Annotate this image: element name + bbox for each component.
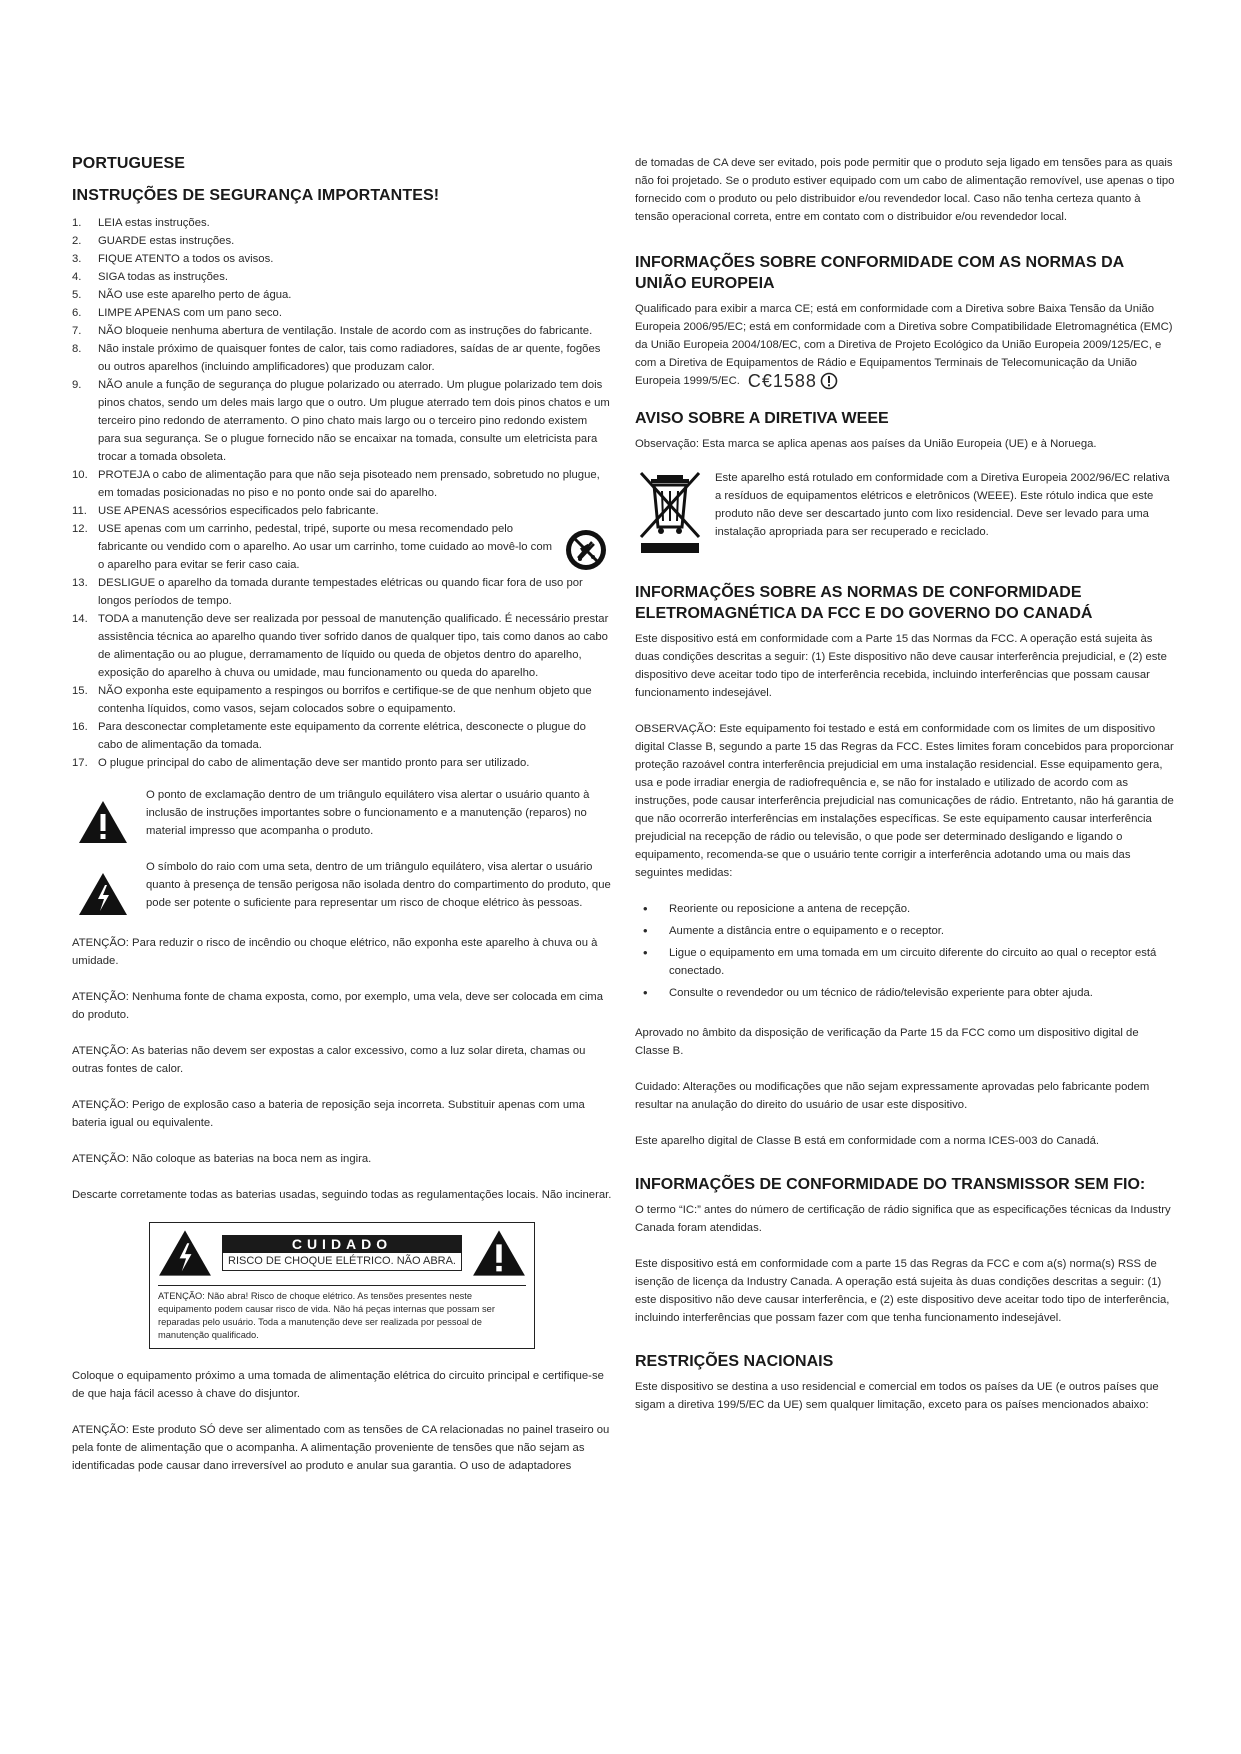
wireless-heading: INFORMAÇÕES DE CONFORMIDADE DO TRANSMISSOR SEM FIO: <box>635 1176 1146 1194</box>
measures-list <box>635 900 1175 1002</box>
ices-text: Este aparelho digital de Classe B está em conformidade com a norma ICES-003 do Canadá. <box>635 1135 1100 1148</box>
list-item: • Ligue o equipamento em uma tomada em um circuito diferente do circuito ao qual o receptor está conectado. <box>635 944 1175 980</box>
fcc-text: Este dispositivo está em conformidade com a Parte 15 das Normas da FCC. A operação está sujeita às duas condições descritas a seguir: (1) Este dispositivo não deve causar interferência prejudicial, e (2) este dispositivo deve aceitar todo tipo de interferência recebida, incluindo interferências que possam causar funcionamento indesejável. <box>635 633 1167 700</box>
disposal-text: Descarte corretamente todas as baterias usadas, seguindo todas as regulamentações locais. Não incinerar. <box>72 1189 612 1201</box>
instruction-item: 10. PROTEJA o cabo de alimentação para que não seja pisoteado nem prensado, sobretudo no plugue, em tomadas posicionadas no piso e no ponto onde sai do aparelho. <box>72 469 600 499</box>
national-heading: RESTRIÇÕES NACIONAIS <box>635 1353 834 1371</box>
exclamation-text: O ponto de exclamação dentro de um triângulo equilátero visa alertar o usuário quanto à inclusão de instruções importantes sobre o funcionamento e a manutenção (reparos) no material impresso que acompanha o produto. <box>146 789 590 837</box>
instruction-item: 17. O plugue principal do cabo de alimentação deve ser mantido pronto para ser utilizado. <box>72 757 530 769</box>
language-heading: PORTUGUESE <box>72 155 186 172</box>
ic-text: O termo “IC:” antes do número de certificação de rádio significa que as especificações técnicas da Industry Canada foram atendidas. <box>635 1204 1171 1235</box>
list-item: • Aumente a distância entre o equipamento e o receptor. <box>635 922 1175 940</box>
lightning-triangle-icon <box>78 872 128 916</box>
caution-title: CUIDADO <box>222 1235 462 1253</box>
instruction-item: 9. NÃO anule a função de segurança do plugue polarizado ou aterrado. Um plugue polarizado tem dois pinos chatos, sendo um deles mais largo que o outro. Um plugue aterrado tem dois pinos chatos e um terceiro pino redondo de aterramento. O pino chato mais largo ou o terceiro pino redondo existem para sua segurança. Se o plugue fornecido não se encaixar na tomada, consulte um eletricista para trocar a tomada obsoleta. <box>72 379 610 463</box>
instruction-item: 11. USE APENAS acessórios especificados pelo fabricante. <box>72 505 379 517</box>
cart-tip-over-icon <box>564 528 608 572</box>
weee-heading: AVISO SOBRE A DIRETIVA WEEE <box>635 410 889 428</box>
placement-text: Coloque o equipamento próximo a uma tomada de alimentação elétrica do circuito principal e certifique-se de que haja fácil acesso à chave do disjuntor. <box>72 1370 604 1400</box>
caution-text: Cuidado: Alterações ou modificações que não sejam expressamente aprovadas pelo fabricante podem resultar na anulação do direito do usuário de usar este dispositivo. <box>635 1081 1150 1112</box>
caution-label-box <box>149 1222 535 1349</box>
caution-subtitle: RISCO DE CHOQUE ELÉTRICO. NÃO ABRA. <box>222 1253 462 1271</box>
warning-paragraph: ATENÇÃO: Nenhuma fonte de chama exposta, como, por exemplo, uma vela, deve ser colocada em cima do produto. <box>72 991 603 1021</box>
lightning-notice <box>72 858 612 916</box>
warning-paragraph: ATENÇÃO: Não coloque as baterias na boca nem as ingira. <box>72 1153 372 1165</box>
lightning-text: O símbolo do raio com uma seta, dentro de um triângulo equilátero, visa alertar o usuário quanto à presença de tensão perigosa não isolada dentro do compartimento do produto, que pode ser potente o suficiente para representar um risco de choque elétrico às pessoas. <box>146 861 611 909</box>
exclamation-notice <box>72 786 612 844</box>
instruction-item: 3. FIQUE ATENTO a todos os avisos. <box>72 253 274 265</box>
rss-text: Este dispositivo está em conformidade com a parte 15 das Regras da FCC e com a(s) norma(s) RSS de isenção de licença da Industry Canada. A operação está sujeita às duas condições descritas a seguir: (1) este dispositivo não deve causar interferência, e (2) este dispositivo deve aceitar todo tipo de interferência, incluindo interferências que possam fazer com que tenha funcionamento indesejável. <box>635 1258 1170 1325</box>
caution-footer: ATENÇÃO: Não abra! Risco de choque elétrico. As tensões presentes neste equipamento podem causar risco de vida. Não há peças internas que possam ser reparadas pelo usuário. Toda a manutenção deve ser realizada por pessoal de manutenção qualificado. <box>158 1285 526 1342</box>
instruction-list <box>72 214 612 772</box>
instruction-item: 4. SIGA todas as instruções. <box>72 271 228 283</box>
eu-text: Qualificado para exibir a marca CE; está em conformidade com a Diretiva sobre Baixa Tensão da União Europeia 2006/95/EC; está em conformidade com a Diretiva sobre Compatibilidade Eletromagnética (EMC) da União Europeia 2004/108/EC, com a Diretiva de Projeto Ecológico da União Europeia 2009/125/EC, e com a Diretiva de Equipamentos de Rádio e Equipamentos Terminais de Telecomunicação da União Europeia 1999/5/EC. C€1588 <box>635 303 1173 392</box>
weee-note: Observação: Esta marca se aplica apenas aos países da União Europeia (UE) e à Noruega. <box>635 438 1097 451</box>
instruction-item: 7. NÃO bloqueie nenhuma abertura de ventilação. Instale de acordo com as instruções do fabricante. <box>72 325 593 337</box>
exclamation-triangle-icon <box>472 1229 526 1277</box>
eu-heading: INFORMAÇÕES SOBRE CONFORMIDADE COM AS NORMAS DA UNIÃO EUROPEIA <box>635 254 1124 292</box>
instruction-item: 1. LEIA estas instruções. <box>72 217 210 229</box>
instruction-item: 2. GUARDE estas instruções. <box>72 235 235 247</box>
instruction-item: 5. NÃO use este aparelho perto de água. <box>72 289 292 301</box>
instruction-item: 12. USE apenas com um carrinho, pedestal, tripé, suporte ou mesa recomendado pelo fabricante ou vendido com o aparelho. Ao usar um carrinho, tome cuidado ao movê-lo com o aparelho para evitar se ferir caso caia. <box>72 520 612 574</box>
national-text: Este dispositivo se destina a uso residencial e comercial em todos os países da UE (e outros países que sigam a diretiva 199/5/EC da UE) sem qualquer limitação, exceto para os países mencionados abaixo: <box>635 1381 1159 1412</box>
left-column <box>72 154 612 1475</box>
instruction-item: 15. NÃO exponha este equipamento a respingos ou borrifos e certifique-se de que nenhum objeto que contenha líquidos, como vasos, sejam colocados sobre o equipamento. <box>72 685 592 715</box>
safety-title: INSTRUÇÕES DE SEGURANÇA IMPORTANTES! <box>72 187 440 204</box>
warning-paragraph: ATENÇÃO: Perigo de explosão caso a bateria de reposição seja incorreta. Substituir apenas com uma bateria igual ou equivalente. <box>72 1099 585 1129</box>
crossed-bin-icon <box>635 469 705 555</box>
instruction-item: 6. LIMPE APENAS com um pano seco. <box>72 307 282 319</box>
warning-paragraph: ATENÇÃO: Para reduzir o risco de incêndio ou choque elétrico, não exponha este aparelho à chuva ou à umidade. <box>72 937 598 967</box>
instruction-item: 13. DESLIGUE o aparelho da tomada durante tempestades elétricas ou quando ficar fora de uso por longos períodos de tempo. <box>72 577 583 607</box>
ce-mark-icon: C€1588 <box>748 372 838 390</box>
instruction-item: 8. Não instale próximo de quaisquer fontes de calor, tais como radiadores, saídas de ar quente, fogões ou outros aparelhos (incluindo amplificadores) que produzam calor. <box>72 343 601 373</box>
weee-notice <box>635 469 1175 560</box>
approved-text: Aprovado no âmbito da disposição de verificação da Parte 15 da FCC como um dispositivo digital de Classe B. <box>635 1027 1139 1058</box>
warning-paragraph: ATENÇÃO: As baterias não devem ser expostas a calor excessivo, como a luz solar direta, chamas ou outras fontes de calor. <box>72 1045 586 1075</box>
list-item: • Reoriente ou reposicione a antena de recepção. <box>635 900 1175 918</box>
fcc-heading: INFORMAÇÕES SOBRE AS NORMAS DE CONFORMIDADE ELETROMAGNÉTICA DA FCC E DO GOVERNO DO CANADÁ <box>635 584 1093 623</box>
continuation-text: de tomadas de CA deve ser evitado, pois pode permitir que o produto seja ligado em tensões para as quais não foi projetado. Se o produto estiver equipado com um cabo de alimentação removível, use apenas o tipo fornecido com o produto ou pelo distribuidor e/ou revendedor local. Caso não tenha certeza quanto à tensão operacional correta, entre em contato com o distribuidor e/ou revendedor local. <box>635 157 1175 223</box>
right-column <box>635 154 1175 1414</box>
exclamation-triangle-icon <box>78 800 128 844</box>
list-item: • Consulte o revendedor ou um técnico de rádio/televisão experiente para obter ajuda. <box>635 984 1175 1002</box>
instruction-item: 14. TODA a manutenção deve ser realizada por pessoal de manutenção qualificado. É necessário prestar assistência técnica ao aparelho quando tiver sofrido danos de qualquer tipo, tais como danos ao cabo de alimentação ou ao plugue, derramamento de líquido ou queda de objetos dentro do aparelho, exposição do aparelho à chuva ou umidade, mau funcionamento ou queda do aparelho. <box>72 613 609 679</box>
weee-text: Este aparelho está rotulado em conformidade com a Diretiva Europeia 2002/96/EC relativa a resíduos de equipamentos elétricos e eletrônicos (WEEE). Este rótulo indica que este produto não deve ser descartado junto com lixo residencial. Deve ser levado para uma instalação apropriada para ser recuperado e reciclado. <box>715 472 1170 539</box>
power-warning-text: ATENÇÃO: Este produto SÓ deve ser alimentado com as tensões de CA relacionadas no painel traseiro ou pela fonte de alimentação que o acompanha. A alimentação proveniente de tensões que não sejam as identificadas pode causar dano irreversível ao produto e anular sua garantia. O uso de adaptadores <box>72 1424 610 1472</box>
observation-text: OBSERVAÇÃO: Este equipamento foi testado e está em conformidade com os limites de um dispositivo digital Classe B, segundo a parte 15 das Regras da FCC. Estes limites foram concebidos para proporcionar proteção razoável contra interferência prejudicial em uma instalação residencial. Esse equipamento gera, usa e pode irradiar energia de radiofrequência e, se não for instalado e utilizado de acordo com as instruções, pode causar interferência prejudicial nas comunicações de rádio. Entretanto, não há garantia de que não ocorrerão interferências em instalações específicas. Se este equipamento causar interferência prejudicial na recepção de rádio ou televisão, o que pode ser determinado desligando e ligando o equipamento, recomenda-se que o usuário tente corrigir a interferência adotando uma ou mais das seguintes medidas: <box>635 723 1174 880</box>
instruction-item: 16. Para desconectar completamente este equipamento da corrente elétrica, desconecte o plugue do cabo de alimentação da tomada. <box>72 721 586 751</box>
lightning-triangle-icon <box>158 1229 212 1277</box>
